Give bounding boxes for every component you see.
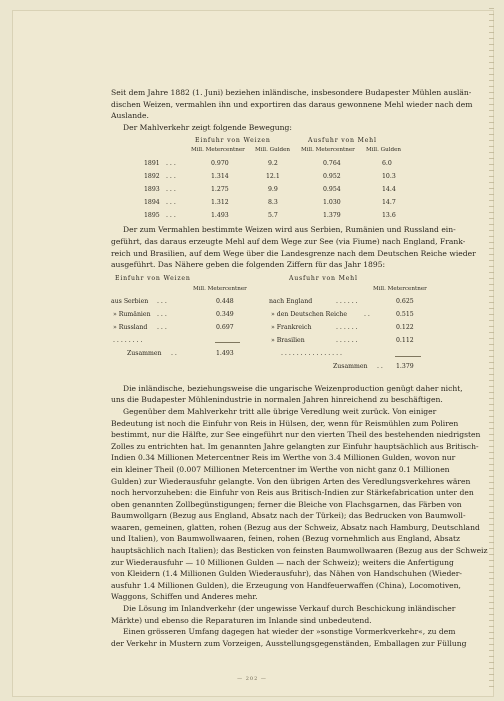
value-cell: 9.2 (268, 160, 278, 168)
value-cell: 0.448 (216, 297, 234, 305)
total-label: Zusammen (333, 362, 368, 370)
value-cell: 14.7 (382, 199, 396, 207)
sum-rule (215, 342, 240, 343)
text-line: Gegenüber dem Mahlverkehr tritt alle übrige Veredlung weit zurück. Von einiger (123, 406, 437, 416)
text-line: reich und Brasilien, auf dem Wege über die Landesgrenze nach dem Deutschen Reiche wieder (111, 248, 476, 258)
text-line: Einen grösseren Umfang dagegen hat wieder der »sonstige Vormerkverkehr«, zu dem (123, 627, 456, 637)
text-line: Waggons, Schiffen und Anderes mehr. (111, 592, 258, 602)
value-cell: 10.3 (382, 173, 396, 181)
table-header-import: Einfuhr von Weizen (195, 137, 271, 145)
text-line: bestimmt, nur die Hälfte, zur See eingeführt nur den vierten Theil des bestehenden niedrigsten (111, 430, 481, 440)
table-row (111, 171, 431, 183)
text-line: ausfuhr 1.4 Millionen Gulden), die Erzeugung von Handfeuerwaffen (China), Locomotiven, (111, 580, 461, 590)
text-line: und Italien), von Baumwollwaaren, feinen, rohen (Bezug vornehmlich aus England, Absatz (111, 534, 461, 544)
dots: . . . (166, 212, 176, 220)
year-cell: 1892 (144, 173, 160, 181)
value-cell: 1.030 (323, 199, 341, 207)
table-row (111, 210, 431, 222)
text-line: von Kleidern (1.4 Millionen Gulden Wiederausfuhr), das Nähen von Handschuhen (Wieder- (111, 569, 462, 579)
total-value: 1.379 (396, 362, 414, 370)
mahlverkehr-table (111, 133, 431, 225)
text-line: Der Mahlverkehr zeigt folgende Bewegung: (123, 122, 292, 132)
table-row (111, 158, 431, 170)
text-line: Die inländische, beziehungsweise die ungarische Weizenproduction genügt daher nicht, (123, 383, 463, 393)
year-cell: 1891 (144, 160, 160, 168)
column-unit: Mill. Gulden (255, 147, 291, 154)
year-cell: 1895 (144, 212, 160, 220)
text-line: ein kleiner Theil (0.007 Millionen Metercentner im Werthe von nicht ganz 0.1 Millionen (111, 464, 450, 474)
document-body (111, 87, 488, 649)
column-unit: Mill. Gulden (366, 147, 402, 154)
year-cell: 1894 (144, 199, 160, 207)
text-line: Der zum Vermahlen bestimmte Weizen wird aus Serbien, Rumänien und Russland ein- (123, 225, 456, 235)
value-cell: 1.275 (211, 186, 229, 194)
text-line: hauptsächlich nach Italien); das Besticken von feinsten Baumwollwaaren (Bezug aus der Schweiz (111, 546, 488, 556)
paragraph-5 (111, 603, 467, 649)
origin-label: aus Serbien (111, 297, 149, 305)
value-cell: 12.1 (266, 173, 280, 181)
page-number: — 202 — (237, 676, 267, 682)
column-unit: Mill. Metercentner (301, 147, 355, 154)
column-unit: Mill. Metercentner (191, 147, 245, 154)
dots: . . . (157, 323, 167, 331)
destination-label: » den Deutschen Reiche (271, 310, 348, 318)
value-cell: 0.349 (216, 310, 234, 318)
value-cell: 0.952 (323, 173, 341, 181)
dots: . . . . . . (336, 323, 358, 331)
origin-label: » Rumänien (113, 310, 151, 318)
dots: . . (377, 362, 383, 370)
paragraph-3 (111, 383, 463, 406)
value-cell: 9.9 (268, 186, 278, 194)
table-row (111, 197, 431, 209)
dots: . . . . . . (336, 336, 358, 344)
year-cell: 1893 (144, 186, 160, 194)
value-cell: 1.379 (323, 212, 341, 220)
text-line: Märkte) und ebenso die Reparaturen im Inlande sind unbedeutend. (111, 615, 372, 625)
dots: . . . (157, 297, 167, 305)
destination-label: nach England (269, 297, 313, 305)
destination-label: » Brasilien (271, 336, 305, 344)
value-cell: 14.4 (382, 186, 396, 194)
text-line: Gulden) zur Wiederausfuhr gelangte. Von den übrigen Arten des Veredlungsverkehres wären (111, 476, 471, 486)
text-line: Baumwollgarn (Bezug aus England, Absatz nach der Türkei); das Bedrucken von Baumwoll- (111, 511, 466, 521)
dots: . . . (166, 186, 176, 194)
column-unit: Mill. Metercentner (193, 285, 247, 292)
text-line: der Verkehr in Mustern zum Vorzeigen, Ausstellungsgegenständen, Emballagen zur Füllung (111, 638, 467, 648)
text-line: zur Wiederausfuhr — 10 Millionen Gulden — nach der Schweiz); weiters die Anfertigung (111, 557, 454, 567)
value-cell: 0.697 (216, 323, 234, 331)
total-value: 1.493 (216, 349, 234, 357)
intro-paragraph (111, 87, 473, 122)
value-cell: 0.764 (323, 160, 341, 168)
text-line: waaren, gemeinen, glatten, rohen (Bezug aus der Schweiz, Absatz nach Hamburg, Deutschland (111, 522, 480, 532)
column-unit: Mill. Metercentner (373, 285, 427, 292)
dots: . . . (166, 160, 176, 168)
import-export-1895-table (111, 271, 431, 383)
value-cell: 1.493 (211, 212, 229, 220)
text-line: Seit dem Jahre 1882 (1. Juni) beziehen inländische, insbesondere Budapester Mühlen auslän- (111, 88, 472, 97)
text-line: Indien 0.34 Millionen Metercentner Reis im Werthe von 3.4 Millionen Gulden, wovon nur (111, 453, 456, 463)
table-header-export: Ausfuhr von Mehl (308, 137, 377, 145)
total-label: Zusammen (127, 349, 162, 357)
table-row (111, 184, 431, 196)
page-edge-ruler (489, 8, 494, 691)
value-cell: 6.0 (382, 160, 392, 168)
value-cell: 0.515 (396, 310, 414, 318)
dots: . . . . . . (336, 297, 358, 305)
table-header-export: Ausfuhr von Mehl (289, 274, 358, 282)
text-line: Bedeutung ist noch die Einfuhr von Reis in Hülsen, der, wenn für Reismühlen zum Poliren (111, 418, 459, 428)
value-cell: 0.625 (396, 297, 414, 305)
paragraph-4 (111, 406, 488, 603)
value-cell: 1.314 (211, 173, 229, 181)
text-line: geführt, das daraus erzeugte Mehl auf dem Wege zur See (via Fiume) nach England, Frank- (111, 236, 466, 246)
value-cell: 0.112 (396, 336, 414, 344)
text-line: noch hervorzuheben: die Einfuhr von Reis aus Britisch-Indien zur Stärkefabrication unter den (111, 488, 474, 498)
text-line: ausgeführt. Das Nähere geben die folgenden Ziffern für das Jahr 1895: (111, 260, 386, 270)
dots: . . . (157, 310, 167, 318)
text-line: dischen Weizen, vermahlen ihn und exportiren das daraus gewonnene Mehl wieder nach dem (111, 99, 473, 109)
text-line: oben genannten Zollbegünstigungen; ferner die Bleiche von Flachsgarnen, das Färben von (111, 499, 462, 509)
value-cell: 13.6 (382, 212, 396, 220)
dots: . . (364, 310, 370, 318)
sum-rule (395, 356, 421, 357)
table-header-import: Einfuhr von Weizen (115, 274, 191, 282)
text-line: Auslande. (111, 111, 149, 121)
value-cell: 8.3 (268, 199, 278, 207)
dots: . . (171, 349, 177, 357)
dots: . . . (166, 199, 176, 207)
value-cell: 0.970 (211, 160, 229, 168)
origin-label: » Russland (113, 323, 148, 331)
value-cell: 5.7 (268, 212, 278, 220)
mahlverkehr-intro (111, 122, 431, 134)
text-line: Zolles zu entrichten hat. Im genannten Jahre gelangten zur Einfuhr hauptsächlich aus Britisch- (111, 441, 479, 451)
text-line: Die Lösung im Inlandverkehr (der ungewisse Verkauf durch Beschickung inländischer (123, 604, 456, 614)
value-cell: 0.954 (323, 186, 341, 194)
value-cell: 0.122 (396, 323, 414, 331)
dots: . . . . . . . . (113, 336, 143, 344)
dots: . . . . . . . . . . . . . . . . (281, 349, 342, 357)
dots: . . . (166, 173, 176, 181)
text-line: uns die Budapester Mühlenindustrie in normalen Jahren hinreichend zu beschäftigen. (111, 395, 443, 405)
value-cell: 1.312 (211, 199, 229, 207)
destination-label: » Frankreich (271, 323, 312, 331)
paragraph-2 (111, 224, 476, 270)
